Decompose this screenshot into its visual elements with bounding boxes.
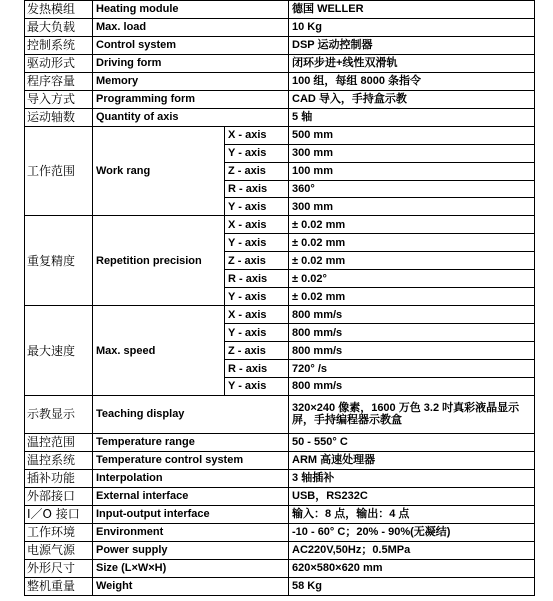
spec-label-cn: 工作环境	[25, 523, 93, 541]
spec-value: 3 轴插补	[289, 469, 535, 487]
axis-label: Y - axis	[225, 144, 289, 162]
spec-label-cn: 外形尺寸	[25, 559, 93, 577]
spec-value: AC220V,50Hz；0.5MPa	[289, 541, 535, 559]
axis-label: Y - axis	[225, 234, 289, 252]
axis-value: 100 mm	[289, 162, 535, 180]
axis-label: Y - axis	[225, 288, 289, 306]
spec-row	[25, 451, 535, 469]
spec-label-en: Programming form	[93, 90, 289, 108]
axis-label: Y - axis	[225, 198, 289, 216]
spec-row	[25, 577, 535, 595]
spec-row	[25, 90, 535, 108]
spec-value: -10 - 60° C；20% - 90%(无凝结)	[289, 523, 535, 541]
spec-label-cn: 外部接口	[25, 487, 93, 505]
spec-label-en: Temperature range	[93, 433, 289, 451]
spec-group-label-en: Max. speed	[93, 306, 225, 396]
spec-row	[25, 1, 535, 19]
spec-axis-row	[25, 216, 535, 234]
spec-label-en: Size (L×W×H)	[93, 559, 289, 577]
axis-label: Z - axis	[225, 162, 289, 180]
spec-value: 10 Kg	[289, 18, 535, 36]
spec-axis-row	[25, 306, 535, 324]
spec-label-en: Control system	[93, 36, 289, 54]
spec-value: 620×580×620 mm	[289, 559, 535, 577]
axis-value: ± 0.02 mm	[289, 216, 535, 234]
spec-row	[25, 433, 535, 451]
axis-value: ± 0.02 mm	[289, 288, 535, 306]
axis-value: 720° /s	[289, 360, 535, 378]
spec-label-en: Interpolation	[93, 469, 289, 487]
spec-label-en: Heating module	[93, 1, 289, 19]
spec-label-en: Power supply	[93, 541, 289, 559]
spec-table	[24, 0, 535, 596]
spec-row	[25, 559, 535, 577]
spec-group-label-cn: 工作范围	[25, 126, 93, 216]
axis-label: Y - axis	[225, 324, 289, 342]
spec-row	[25, 395, 535, 433]
spec-value: CAD 导入，手持盒示教	[289, 90, 535, 108]
spec-table-body	[25, 1, 535, 596]
spec-label-en: Temperature control system	[93, 451, 289, 469]
axis-label: R - axis	[225, 360, 289, 378]
spec-value: DSP 运动控制器	[289, 36, 535, 54]
spec-value: 输入：8 点，输出：4 点	[289, 505, 535, 523]
spec-label-en: Input-output interface	[93, 505, 289, 523]
spec-label-en: Quantity of axis	[93, 108, 289, 126]
spec-label-en: Weight	[93, 577, 289, 595]
axis-label: Z - axis	[225, 342, 289, 360]
spec-label-cn: 发热模组	[25, 1, 93, 19]
axis-value: ± 0.02 mm	[289, 252, 535, 270]
spec-label-cn: I／O 接口	[25, 505, 93, 523]
spec-row	[25, 54, 535, 72]
axis-label: Z - axis	[225, 252, 289, 270]
spec-row	[25, 18, 535, 36]
spec-row	[25, 505, 535, 523]
spec-row	[25, 108, 535, 126]
spec-label-cn: 驱动形式	[25, 54, 93, 72]
axis-label: Y - axis	[225, 378, 289, 396]
spec-value: 58 Kg	[289, 577, 535, 595]
spec-label-cn: 控制系统	[25, 36, 93, 54]
spec-axis-row	[25, 126, 535, 144]
axis-value: 360°	[289, 180, 535, 198]
spec-value: 320×240 像素，1600 万色 3.2 吋真彩液晶显示屏，手持编程器示教盒	[289, 395, 535, 433]
axis-label: R - axis	[225, 270, 289, 288]
spec-label-en: Environment	[93, 523, 289, 541]
spec-value: 德国 WELLER	[289, 1, 535, 19]
spec-label-cn: 温控系统	[25, 451, 93, 469]
axis-value: 800 mm/s	[289, 324, 535, 342]
spec-label-cn: 最大负载	[25, 18, 93, 36]
axis-label: X - axis	[225, 126, 289, 144]
spec-row	[25, 487, 535, 505]
axis-value: 800 mm/s	[289, 378, 535, 396]
axis-label: X - axis	[225, 216, 289, 234]
spec-value: USB，RS232C	[289, 487, 535, 505]
spec-label-cn: 整机重量	[25, 577, 93, 595]
axis-value: 300 mm	[289, 198, 535, 216]
axis-value: 300 mm	[289, 144, 535, 162]
spec-row	[25, 541, 535, 559]
spec-value: 50 - 550° C	[289, 433, 535, 451]
axis-label: X - axis	[225, 306, 289, 324]
spec-group-label-en: Work rang	[93, 126, 225, 216]
spec-label-cn: 程序容量	[25, 72, 93, 90]
spec-row	[25, 469, 535, 487]
spec-label-cn: 温控范围	[25, 433, 93, 451]
axis-value: 500 mm	[289, 126, 535, 144]
axis-value: 800 mm/s	[289, 306, 535, 324]
spec-label-en: External interface	[93, 487, 289, 505]
spec-value: 闭环步进+线性双滑轨	[289, 54, 535, 72]
axis-value: 800 mm/s	[289, 342, 535, 360]
spec-row	[25, 36, 535, 54]
spec-value: 100 组，每组 8000 条指令	[289, 72, 535, 90]
spec-group-label-en: Repetition precision	[93, 216, 225, 306]
spec-row	[25, 523, 535, 541]
spec-group-label-cn: 最大速度	[25, 306, 93, 396]
spec-label-cn: 插补功能	[25, 469, 93, 487]
spec-label-cn: 运动轴数	[25, 108, 93, 126]
spec-value: ARM 高速处理器	[289, 451, 535, 469]
spec-label-en: Driving form	[93, 54, 289, 72]
spec-label-en: Teaching display	[93, 395, 289, 433]
spec-label-cn: 电源气源	[25, 541, 93, 559]
spec-value: 5 轴	[289, 108, 535, 126]
spec-label-en: Memory	[93, 72, 289, 90]
axis-value: ± 0.02°	[289, 270, 535, 288]
axis-value: ± 0.02 mm	[289, 234, 535, 252]
spec-row	[25, 72, 535, 90]
axis-label: R - axis	[225, 180, 289, 198]
spec-label-cn: 示教显示	[25, 395, 93, 433]
spec-label-en: Max. load	[93, 18, 289, 36]
spec-group-label-cn: 重复精度	[25, 216, 93, 306]
spec-label-cn: 导入方式	[25, 90, 93, 108]
